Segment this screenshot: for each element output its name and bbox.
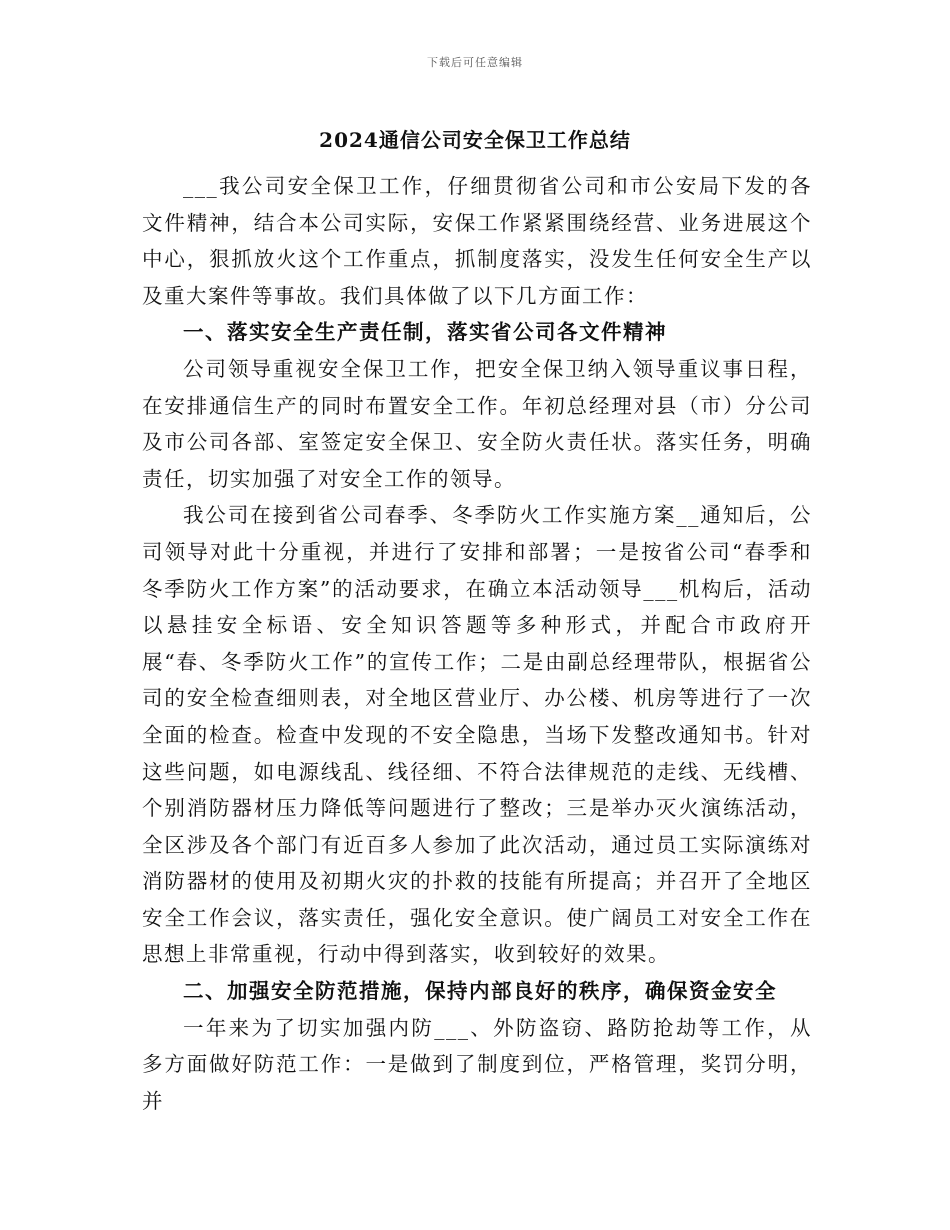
section-2-heading: 二、加强安全防范措施，保持内部良好的秩序，确保资金安全 bbox=[183, 979, 777, 1004]
header-note: 下载后可任意编辑 bbox=[427, 56, 523, 69]
section-1-heading: 一、落实安全生产责任制，落实省公司各文件精神 bbox=[183, 320, 667, 345]
section-2-paragraph-1: 一年来为了切实加强内防___、外防盗窃、路防抢劫等工作，从多方面做好防范工作：一是做到了制度到位，严格管理，奖罚分明，并 bbox=[142, 1015, 812, 1113]
intro-paragraph: ___我公司安全保卫工作，仔细贯彻省公司和市公安局下发的各文件精神，结合本公司实际，安保工作紧紧围绕经营、业务进展这个中心，狠抓放火这个工作重点，抓制度落实，没发生任何安全生产以及重大案件等事故。我们具体做了以下几方面工作： bbox=[142, 174, 812, 308]
section-1-paragraph-1: 公司领导重视安全保卫工作，把安全保卫纳入领导重议事日程，在安排通信生产的同时布置安全工作。年初总经理对县（市）分公司及市公司各部、室签定安全保卫、安全防火责任状。落实任务，明确责任，切实加强了对安全工作的领导。 bbox=[142, 356, 812, 491]
section-1-paragraph-2: 我公司在接到省公司春季、冬季防火工作实施方案__通知后，公司领导对此十分重视，并进行了安排和部署；一是按省公司“春季和冬季防火工作方案”的活动要求，在确立本活动领导___机构后，活动以悬挂安全标语、安全知识答题等多种形式，并配合市政府开展“春、冬季防火工作”的宣传工作；二是由副总经理带队，根据省公司的安全检查细则表，对全地区营业厅、办公楼、机房等进行了一次全面的检查。检查中发现的不安全隐患，当场下发整改通知书。针对这些问题，如电源线乱、线径细、不符合法律规范的走线、无线槽、个别消防器材压力降低等问题进行了整改；三是举办灭火演练活动，全区涉及各个部门有近百多人参加了此次活动，通过员工实际演练对消防器材的使用及初期火灾的扑救的技能有所提高；并召开了全地区安全工作会议，落实责任，强化安全意识。使广阔员工对安全工作在思想上非常重视，行动中得到落实，收到较好的效果。 bbox=[142, 503, 812, 967]
document-title: 2024通信公司安全保卫工作总结 bbox=[319, 128, 631, 152]
document-body bbox=[142, 168, 812, 1119]
